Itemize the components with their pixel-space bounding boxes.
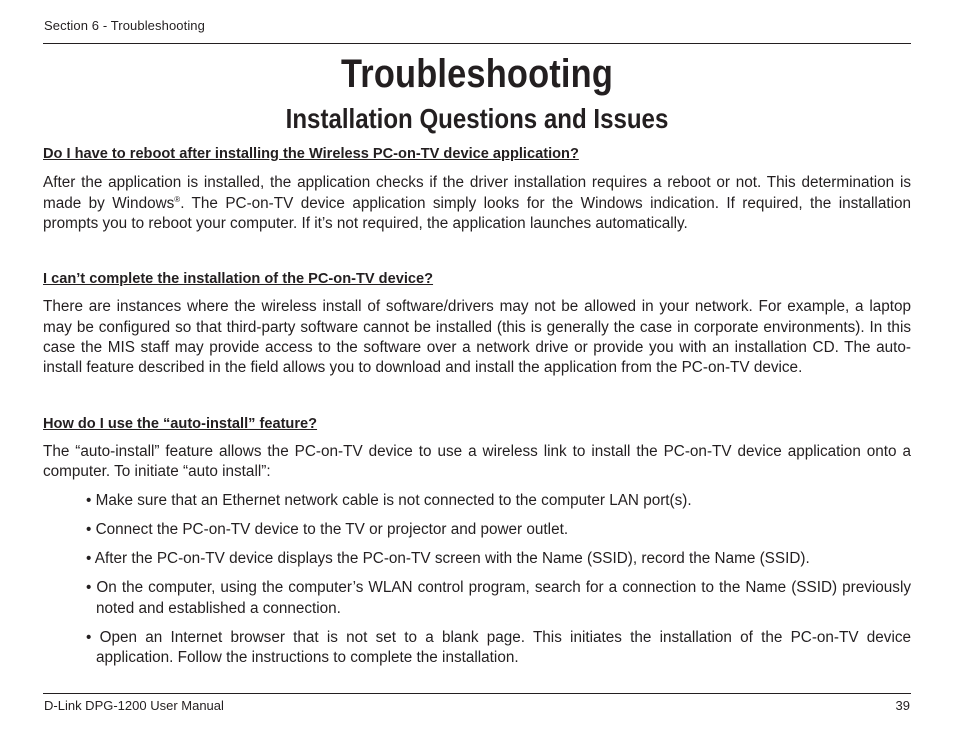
list-item: • After the PC-on-TV device displays the PC-on-TV screen with the Name (SSID), record the Name (SSID).	[86, 550, 810, 568]
list-item: • On the computer, using the computer’s WLAN control program, search for a connection to the Name (SSID) previously noted and established a connection.	[86, 579, 911, 617]
answer-reboot-part2: . The PC-on-TV device application simply looks for the Windows indication. If required, the installation prompts you to reboot your computer. If it’s not required, the application launches automatically.	[43, 194, 911, 232]
footer-manual-name: D-Link DPG-1200 User Manual	[44, 698, 224, 713]
header-divider	[43, 43, 911, 44]
registered-mark: ®	[174, 194, 181, 204]
list-item: • Connect the PC-on-TV device to the TV or projector and power outlet.	[86, 520, 569, 538]
section-header: Section 6 - Troubleshooting	[44, 18, 205, 33]
page-subtitle: Installation Questions and Issues	[285, 103, 669, 134]
answer-reboot	[43, 173, 911, 234]
list-item: • Make sure that an Ethernet network cable is not connected to the computer LAN port(s).	[86, 491, 692, 509]
main-content	[43, 144, 911, 678]
auto-install-steps	[43, 491, 911, 669]
page-number: 39	[895, 698, 910, 713]
question-cant-complete: I can’t complete the installation of the PC-on-TV device?	[43, 271, 434, 288]
answer-auto-install: The “auto-install” feature allows the PC-on-TV device to use a wireless link to install the PC-on-TV device application onto a computer. To initiate “auto install”:	[43, 442, 911, 481]
answer-cant-complete: There are instances where the wireless install of software/drivers may not be allowed in your network. For example, a laptop may be configured so that third-party software cannot be installed (this is generally the case in corporate environments). In this case the MIS staff may provide access to the software over a network drive or provide you with an installation CD. The auto-install feature described in the field allows you to download and install the application from the PC-on-TV device.	[43, 298, 911, 377]
question-auto-install: How do I use the “auto-install” feature?	[43, 415, 318, 432]
footer-divider	[43, 693, 911, 694]
answer-reboot-part1: After the application is installed, the application checks if the driver installation requires a reboot or not. This determination is made by Windows	[43, 174, 911, 212]
question-reboot: Do I have to reboot after installing the Wireless PC-on-TV device application?	[43, 146, 579, 162]
page-title: Troubleshooting	[340, 52, 614, 96]
list-item: • Open an Internet browser that is not set to a blank page. This initiates the installation of the PC-on-TV device application. Follow the instructions to complete the installation.	[86, 629, 911, 667]
